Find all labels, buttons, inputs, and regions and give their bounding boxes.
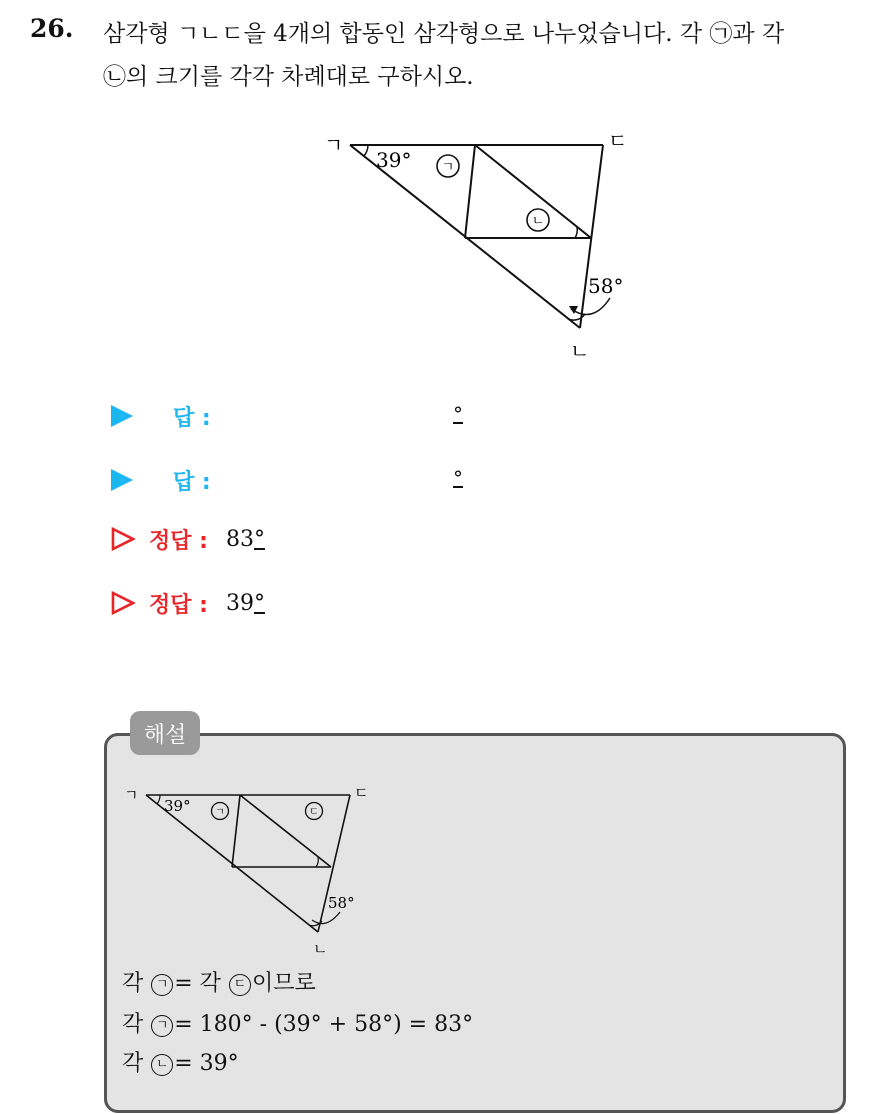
answer-row-2	[111, 460, 211, 500]
correct-unit: °	[253, 526, 265, 552]
correct-value	[226, 591, 265, 616]
edge-right	[580, 145, 603, 328]
correct-label: 정답 :	[149, 592, 208, 618]
text: 각	[122, 1012, 151, 1037]
triangle-figure	[318, 128, 638, 368]
correct-value	[226, 527, 265, 552]
question-line-2: ㉡의 크기를 각각 차례대로 구하시오.	[103, 64, 474, 90]
circled-letter: ㄱ	[151, 1015, 173, 1037]
text: 이므로	[251, 971, 316, 996]
answer-row-1	[111, 396, 211, 436]
text: = 각	[174, 971, 228, 996]
angle-arc-a	[364, 145, 368, 156]
solution-line-3	[122, 1046, 239, 1077]
text: 각	[122, 971, 151, 996]
edge-mid-vertical	[465, 145, 475, 238]
vertex-b-label: ㄴ	[313, 940, 328, 958]
correct-number: 39	[225, 590, 254, 616]
mark-1-label: ㄱ	[215, 807, 225, 818]
outline-arrow-icon	[111, 591, 135, 615]
edge-mid-vertical	[232, 795, 240, 867]
correct-unit: °	[253, 590, 265, 616]
vertex-c-label: ㄷ	[608, 129, 628, 153]
angle-arc-mid	[316, 857, 318, 867]
play-arrow-icon	[111, 469, 133, 491]
correct-label: 정답 :	[149, 528, 208, 554]
outline-arrow-icon	[111, 527, 135, 551]
answer-label: 답 :	[173, 405, 211, 431]
solution-line-2	[122, 1007, 473, 1038]
mark-1-label: ㄱ	[441, 160, 455, 175]
question-line-1: 삼각형 ㄱㄴㄷ을 4개의 합동인 삼각형으로 나누었습니다. 각 ㉠과 각	[103, 21, 785, 47]
answer-unit: °	[453, 402, 463, 426]
play-arrow-icon	[111, 405, 133, 427]
circled-letter: ㄴ	[151, 1054, 173, 1076]
answer-unit: °	[453, 466, 463, 490]
vertex-c-label: ㄷ	[354, 784, 368, 802]
mark-2-label: ㄴ	[531, 214, 545, 229]
solution-tag: 해설	[130, 711, 200, 755]
solution-figure	[118, 780, 368, 960]
text: = 39°	[174, 1051, 239, 1076]
angle-arc-mid	[575, 227, 577, 238]
angle-b-label: 58°	[588, 274, 624, 298]
angle-arrow-58	[312, 912, 340, 924]
question-text	[103, 13, 873, 99]
correct-number: 83	[225, 526, 254, 552]
vertex-b-label: ㄴ	[570, 339, 590, 363]
vertex-a-label: ㄱ	[324, 133, 344, 157]
angle-arc-a	[157, 795, 160, 804]
circled-letter: ㄷ	[229, 974, 251, 996]
mark-3-label: ㄷ	[309, 807, 319, 818]
correct-row-2	[111, 583, 265, 623]
angle-a-label: 39°	[164, 797, 191, 815]
correct-row-1	[111, 519, 265, 559]
angle-b-label: 58°	[328, 894, 355, 912]
circled-letter: ㄱ	[151, 974, 173, 996]
text: 각	[122, 1051, 151, 1076]
edge-mid-diagonal	[240, 795, 331, 867]
solution-line-1	[122, 966, 316, 997]
vertex-a-label: ㄱ	[124, 786, 139, 804]
text: = 180° - (39° + 58°) = 83°	[174, 1012, 474, 1037]
answer-label: 답 :	[173, 469, 211, 495]
question-number: 26.	[30, 14, 74, 43]
angle-a-label: 39°	[376, 148, 412, 172]
